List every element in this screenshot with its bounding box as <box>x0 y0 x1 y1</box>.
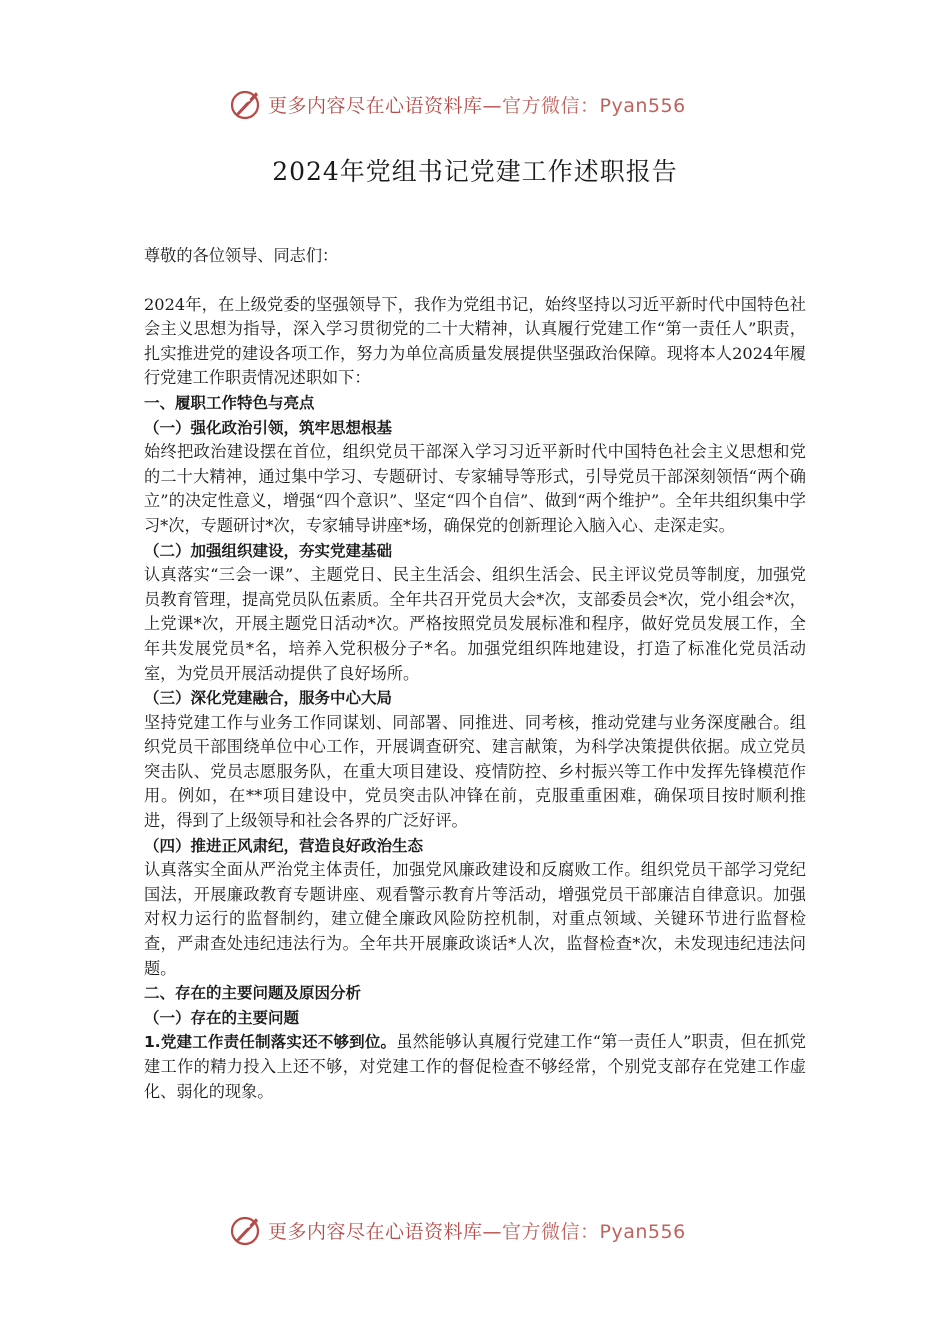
subsection-heading-1-4: （四）推进正风肃纪，营造良好政治生态 <box>144 836 424 855</box>
subsection-heading-1-3: （三）深化党建融合，服务中心大局 <box>144 689 393 708</box>
section-heading-2: 二、存在的主要问题及原因分析 <box>144 984 362 1003</box>
watermark-banner-bottom <box>228 1210 748 1250</box>
watermark-banner-top <box>228 84 748 124</box>
salutation: 尊敬的各位领导、同志们： <box>144 246 339 265</box>
watermark-text: 更多内容尽在心语资料库—官方微信：Pyan556 <box>268 1220 686 1243</box>
document-title: 2024年党组书记党建工作述职报告 <box>272 157 678 186</box>
subsection-heading-2-1: （一）存在的主要问题 <box>144 1008 300 1027</box>
paragraph-2-1 <box>144 1030 806 1104</box>
paragraph-1-1: 始终把政治建设摆在首位，组织党员干部深入学习习近平新时代中国特色社会主义思想和党的二十大精神，通过集中学习、专题研讨、专家辅导等形式，引导党员干部深刻领悟“两个确立”的决定性意义，增强“四个意识”、坚定“四个自信”、做到“两个维护”。全年共组织集中学习*次，专题研讨*次，专家辅导讲座*场，确保党的创新理论入脑入心、走深走实。 <box>144 442 806 535</box>
quill-logo-icon <box>228 1212 264 1248</box>
paragraph-1-3: 坚持党建工作与业务工作同谋划、同部署、同推进、同考核，推动党建与业务深度融合。组织党员干部围绕单位中心工作，开展调查研究、建言献策，为科学决策提供依据。成立党员突击队、党员志愿服务队，在重大项目建设、疫情防控、乡村振兴等工作中发挥先锋模范作用。例如，在**项目建设中，党员突击队冲锋在前，克服重重困难，确保项目按时顺利推进，得到了上级领导和社会各界的广泛好评。 <box>144 712 806 831</box>
subsection-heading-1-1: （一）强化政治引领，筑牢思想根基 <box>144 418 393 437</box>
intro-paragraph: 2024年，在上级党委的坚强领导下，我作为党组书记，始终坚持以习近平新时代中国特色社会主义思想为指导，深入学习贯彻党的二十大精神，认真履行党建工作“第一责任人”职责，扎实推进党的建设各项工作，努力为单位高质量发展提供坚强政治保障。现将本人2024年履行党建工作职责情况述职如下： <box>144 294 806 388</box>
paragraph-text: 虽然能够认真履行党建工作“第一责任人”职责，但在抓党建工作的精力投入上还不够，对党建工作的督促检查不够经常，个别党支部存在党建工作虚化、弱化的现象。 <box>144 1032 806 1101</box>
watermark-text: 更多内容尽在心语资料库—官方微信：Pyan556 <box>268 94 686 117</box>
section-heading-1: 一、履职工作特色与亮点 <box>144 393 315 412</box>
paragraph-1-4: 认真落实全面从严治党主体责任，加强党风廉政建设和反腐败工作。组织党员干部学习党纪国法，开展廉政教育专题讲座、观看警示教育片等活动，增强党员干部廉洁自律意识。加强对权力运行的监督制约，建立健全廉政风险防控机制，对重点领域、关键环节进行监督检查，严肃查处违纪违法行为。全年共开展廉政谈话*人次，监督检查*次，未发现违纪违法问题。 <box>144 860 806 978</box>
subsection-heading-1-2: （二）加强组织建设，夯实党建基础 <box>144 541 393 560</box>
quill-logo-icon <box>228 86 264 122</box>
paragraph-lead: 1.党建工作责任制落实还不够到位。 <box>144 1033 397 1052</box>
document-body <box>144 244 806 1104</box>
paragraph-1-2: 认真落实“三会一课”、主题党日、民主生活会、组织生活会、民主评议党员等制度，加强党员教育管理，提高党员队伍素质。全年共召开党员大会*次，支部委员会*次，党小组会*次，上党课*次，开展主题党日活动*次。严格按照党员发展标准和程序，做好党员发展工作，全年共发展党员*名，培养入党积极分子*名。加强党组织阵地建设，打造了标准化党员活动室，为党员开展活动提供了良好场所。 <box>144 565 806 683</box>
